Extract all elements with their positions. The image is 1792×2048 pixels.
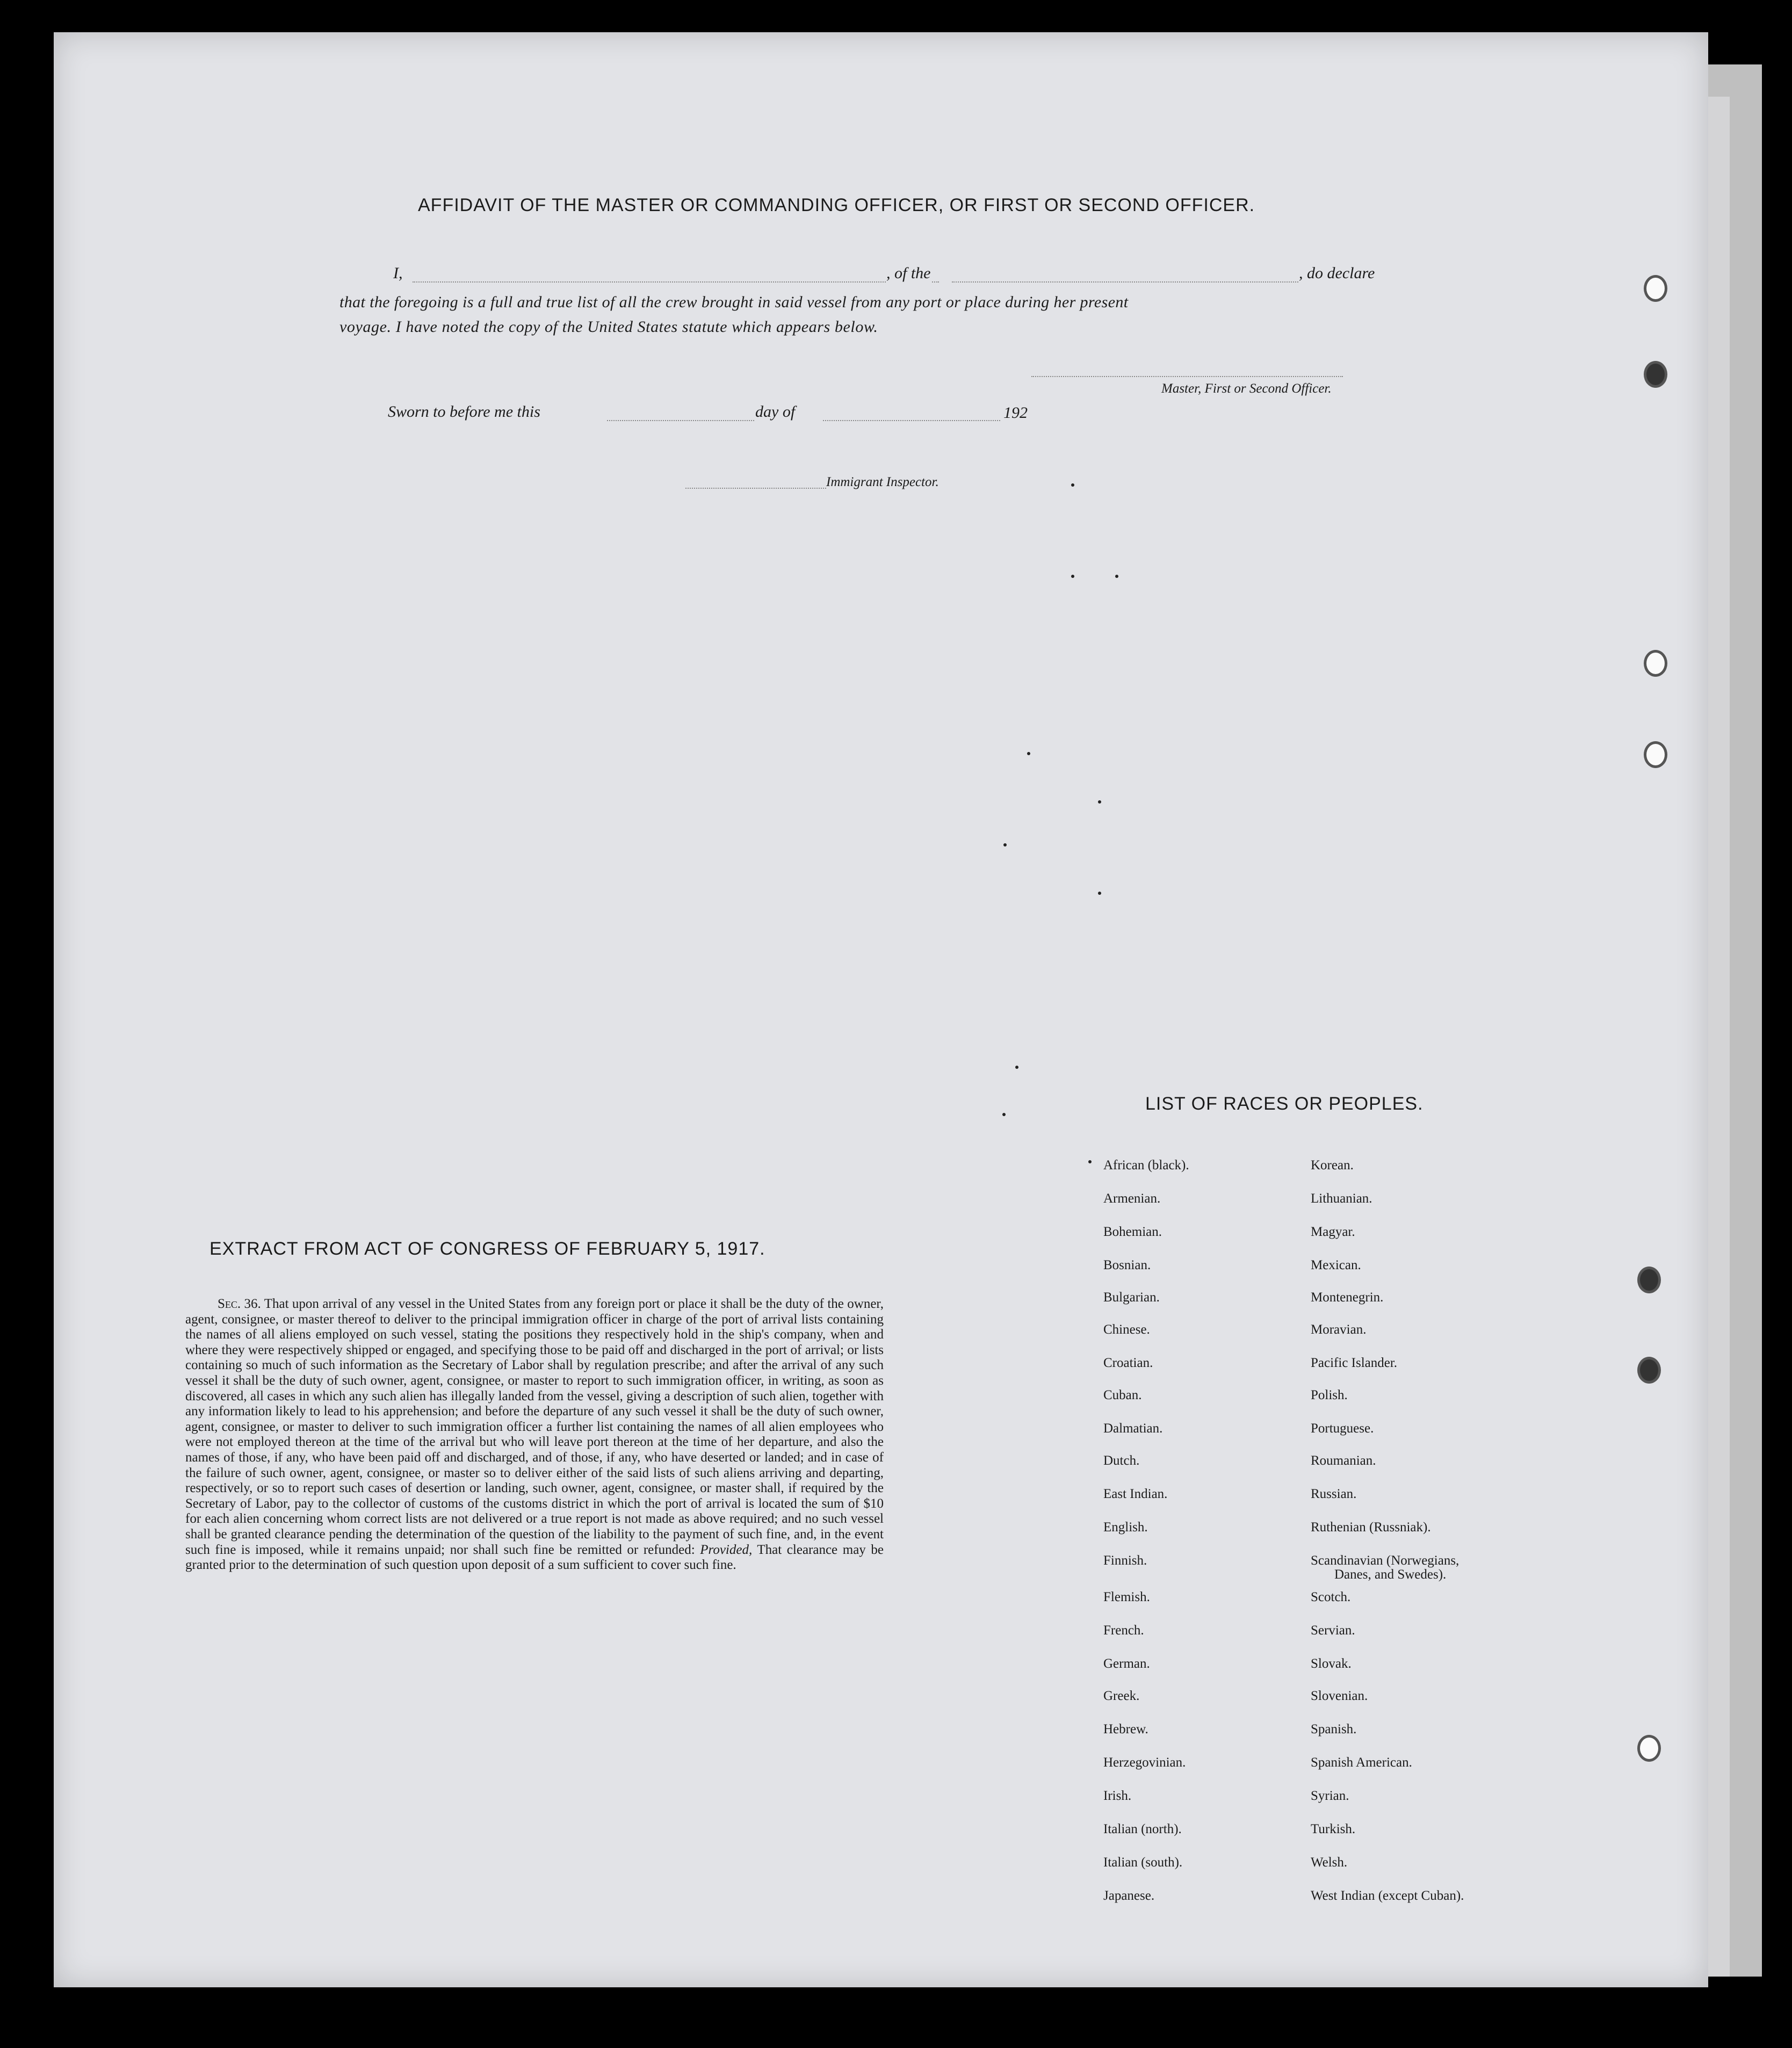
race-item: Japanese. xyxy=(1103,1888,1155,1903)
race-item: Spanish American. xyxy=(1311,1755,1412,1770)
race-item: Portuguese. xyxy=(1311,1421,1374,1436)
binder-hole xyxy=(1637,1267,1661,1293)
race-item: Montenegrin. xyxy=(1311,1290,1384,1305)
extract-text-main: That upon arrival of any vessel in the United States from any foreign port or place it shall be the duty of the owner, agent, consignee, or master thereof to deliver to the principal immigration officer in charge of the port of arrival lists containing the names of all aliens employed on such vessel, stating the positions they respectively hold in the ship's company, when and where they were respectively shipped or engaged, and specifying those to be paid off and discharged in the port of arrival; or lists containing so much of such information as the Secretary of Labor shall by regulation prescribe; and after the arrival of any such vessel it shall be the duty of such owner, agent, consignee, or master to report to such immigration officer, in writing, as soon as discovered, all cases in which any such alien has illegally landed from the vessel, giving a description of such alien, together with any information likely to lead to his apprehension; and before the departure of any such vessel it shall be the duty of such owner, agent, consignee, or master to deliver to such immigration officer a further list containing the names of all alien employees who were not employed thereon at the time of the arrival but who will leave port thereon at the time of her departure, and also the names of those, if any, who have been paid off and discharged, and of those, if any, who have deserted or landed; and in case of the failure of such owner, agent, consignee, or master so to deliver either of the said lists of such aliens arriving and departing, respectively, or so to report such cases of desertion or landing, such owner, agent, consignee, or master shall, if required by the Secretary of Labor, pay to the collector of customs of the customs district in which the port of arrival is located the sum of $10 for each alien concerning whom correct lists are not delivered or a true report is not made as above required; and no such vessel shall be granted clearance pending the determination of the question of the liability to the payment of such fine, and, in the event such fine is imposed, while it remains unpaid; nor shall such fine be remitted or refunded: xyxy=(185,1297,884,1557)
race-item: Turkish. xyxy=(1311,1822,1356,1836)
race-item: West Indian (except Cuban). xyxy=(1311,1888,1464,1903)
day-of-label: day of xyxy=(755,403,796,421)
name-blank-line xyxy=(413,281,939,283)
race-item: Chinese. xyxy=(1103,1322,1150,1337)
race-item: Slovenian. xyxy=(1311,1689,1368,1703)
race-item: African (black). xyxy=(1103,1158,1189,1173)
race-item: Syrian. xyxy=(1311,1789,1349,1803)
ink-speck xyxy=(1002,1113,1006,1116)
section-label: Sec. 36. xyxy=(218,1297,261,1311)
ink-speck xyxy=(1015,1066,1018,1069)
affidavit-heading: AFFIDAVIT OF THE MASTER OR COMMANDING OFFICER, OR FIRST OR SECOND OFFICER. xyxy=(418,195,1255,215)
race-item: French. xyxy=(1103,1623,1144,1638)
signature-blank-line xyxy=(1031,376,1343,377)
race-item: Lithuanian. xyxy=(1311,1191,1372,1206)
ink-speck xyxy=(1027,752,1030,755)
race-item: Pacific Islander. xyxy=(1311,1356,1398,1370)
race-item: Scotch. xyxy=(1311,1590,1351,1604)
ink-speck xyxy=(1071,483,1074,487)
signature-caption: Master, First or Second Officer. xyxy=(1161,381,1332,396)
race-item: Korean. xyxy=(1311,1158,1354,1173)
race-item: Cuban. xyxy=(1103,1388,1142,1402)
binder-hole xyxy=(1644,650,1667,677)
race-item: Croatian. xyxy=(1103,1356,1153,1370)
race-item: Italian (south). xyxy=(1103,1855,1183,1870)
document-page xyxy=(54,32,1708,1987)
race-item: Irish. xyxy=(1103,1789,1132,1803)
race-item: English. xyxy=(1103,1520,1148,1535)
affidavit-line-2: that the foregoing is a full and true list of all the crew brought in said vessel from any port or place during her present xyxy=(339,293,1129,311)
race-item: Mexican. xyxy=(1311,1258,1361,1272)
binder-hole xyxy=(1637,1735,1661,1762)
affidavit-line-3: voyage. I have noted the copy of the United States statute which appears below. xyxy=(339,318,878,336)
ink-speck xyxy=(1088,1160,1092,1163)
race-item: Scandinavian (Norwegians, xyxy=(1311,1553,1459,1568)
race-item: Finnish. xyxy=(1103,1553,1147,1568)
race-item: Herzegovinian. xyxy=(1103,1755,1186,1770)
provided-word: Provided, xyxy=(700,1542,753,1557)
race-item-continuation: Danes, and Swedes). xyxy=(1334,1567,1447,1582)
affidavit-of-the: , of the xyxy=(886,264,931,282)
race-item: Flemish. xyxy=(1103,1590,1150,1604)
sworn-label: Sworn to before me this xyxy=(388,403,540,421)
extract-text-end: That clearance may be granted prior to the determination of such question upon deposit of a sum sufficient to cover such fine. xyxy=(185,1542,884,1573)
ink-speck xyxy=(1071,575,1074,578)
binder-hole xyxy=(1644,361,1667,388)
race-item: Bulgarian. xyxy=(1103,1290,1160,1305)
binder-hole xyxy=(1637,1357,1661,1384)
races-heading: LIST OF RACES OR PEOPLES. xyxy=(1145,1094,1424,1114)
race-item: Roumanian. xyxy=(1311,1453,1376,1468)
inspector-caption: Immigrant Inspector. xyxy=(826,475,939,489)
race-item: Spanish. xyxy=(1311,1722,1357,1736)
race-item: Welsh. xyxy=(1311,1855,1348,1870)
race-item: Hebrew. xyxy=(1103,1722,1148,1736)
race-item: Greek. xyxy=(1103,1689,1140,1703)
month-blank-line xyxy=(823,420,1000,421)
race-item: Polish. xyxy=(1311,1388,1348,1402)
race-item: Italian (north). xyxy=(1103,1822,1182,1836)
race-item: Russian. xyxy=(1311,1487,1357,1501)
ink-speck xyxy=(1115,575,1118,578)
race-item: Bosnian. xyxy=(1103,1258,1151,1272)
year-label: 192 xyxy=(1003,404,1028,422)
binder-hole xyxy=(1644,275,1667,302)
race-item: Ruthenian (Russniak). xyxy=(1311,1520,1431,1535)
extract-body xyxy=(185,1297,884,1573)
race-item: Dutch. xyxy=(1103,1453,1140,1468)
vessel-blank-line xyxy=(952,281,1339,283)
binder-hole xyxy=(1644,741,1667,768)
race-item: Dalmatian. xyxy=(1103,1421,1163,1436)
race-item: Bohemian. xyxy=(1103,1225,1162,1239)
race-item: Magyar. xyxy=(1311,1225,1355,1239)
affidavit-do-declare: , do declare xyxy=(1299,264,1375,282)
extract-heading: EXTRACT FROM ACT OF CONGRESS OF FEBRUARY 5, 1917. xyxy=(209,1239,765,1259)
ink-speck xyxy=(1098,800,1101,804)
race-item: Servian. xyxy=(1311,1623,1355,1638)
ink-speck xyxy=(1098,892,1101,895)
ink-speck xyxy=(1003,843,1007,846)
race-item: Moravian. xyxy=(1311,1322,1367,1337)
race-item: East Indian. xyxy=(1103,1487,1168,1501)
race-item: Armenian. xyxy=(1103,1191,1161,1206)
race-item: Slovak. xyxy=(1311,1656,1352,1671)
affidavit-i-label: I, xyxy=(393,264,403,282)
race-item: German. xyxy=(1103,1656,1150,1671)
